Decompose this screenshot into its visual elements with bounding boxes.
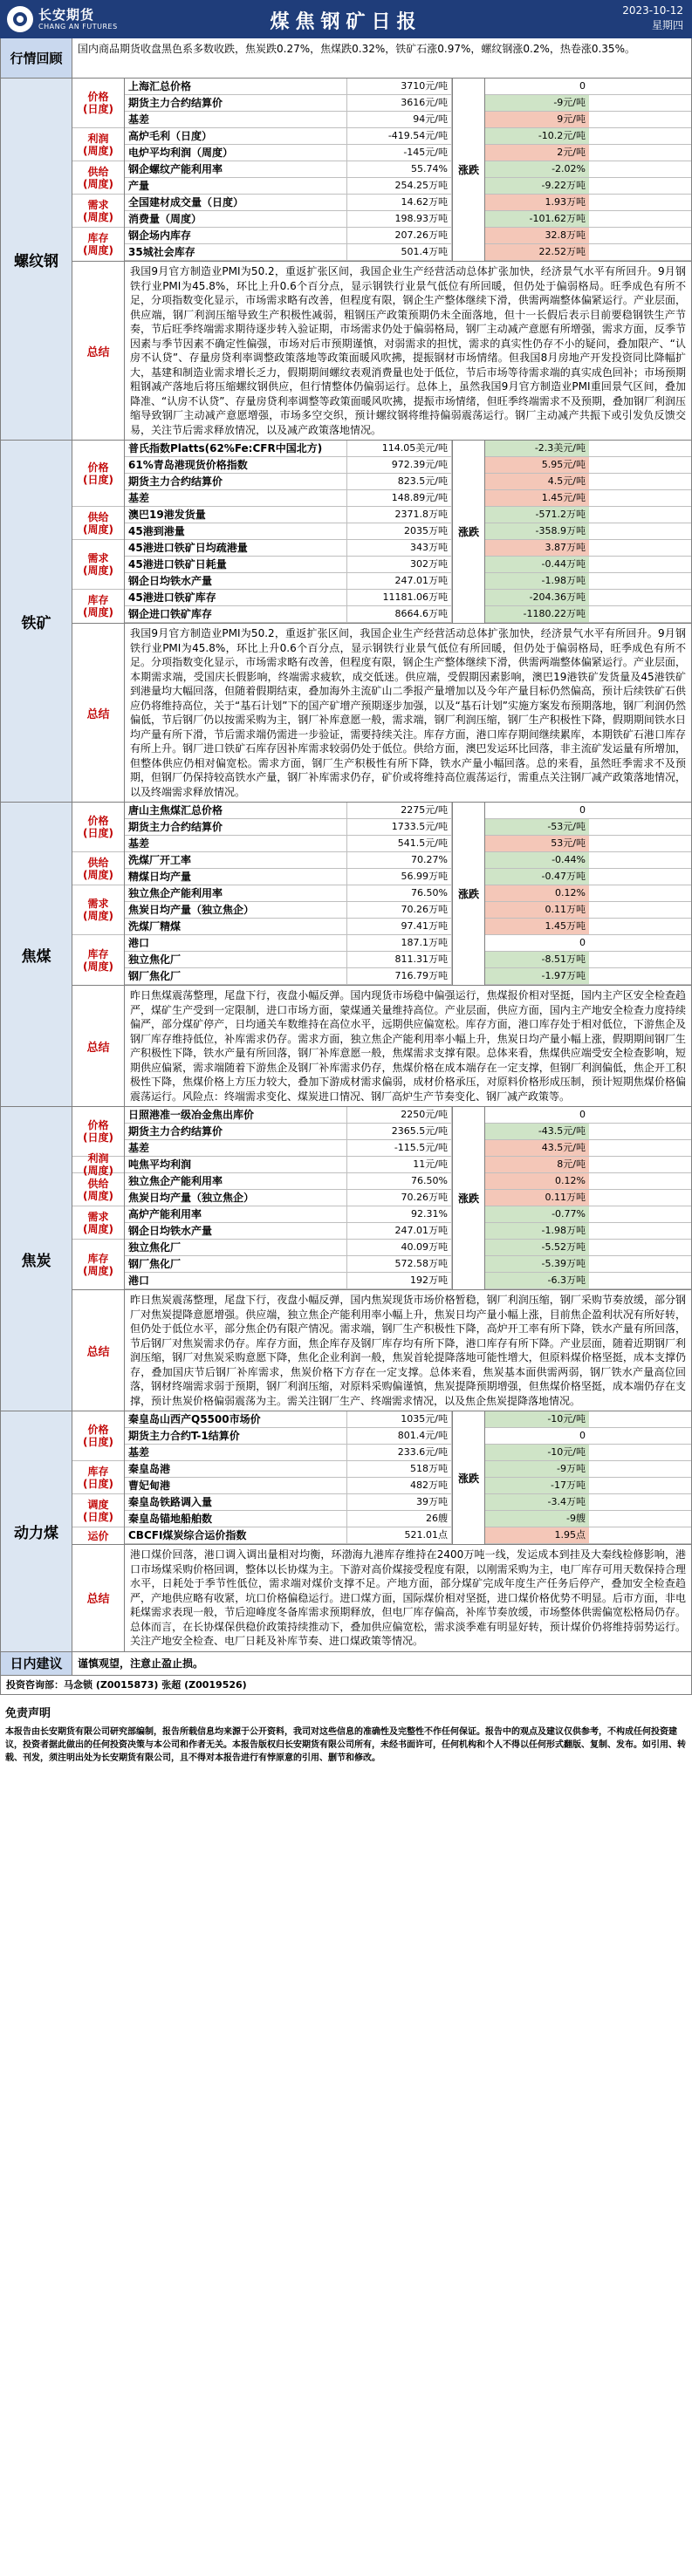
indicator-row xyxy=(125,1206,691,1223)
indicator-name: 钢企日均铁水产量 xyxy=(125,573,347,589)
indicator-value: 26艘 xyxy=(347,1511,452,1527)
category-label: 价格 (日度) xyxy=(72,79,124,128)
report-header xyxy=(0,0,692,38)
category-column xyxy=(72,441,125,623)
indicator-value: 11181.06万吨 xyxy=(347,590,452,605)
indicator-row xyxy=(125,952,691,968)
indicator-name: 秦皇岛铁路调入量 xyxy=(125,1494,347,1510)
indicator-change: -2.3美元/吨 xyxy=(485,441,589,456)
advisor-line: 投资咨询部：马念锁 (Z0015873) 张超 (Z0019526) xyxy=(0,1676,692,1695)
summary-label: 总结 xyxy=(72,1545,125,1651)
report-weekday: 星期四 xyxy=(651,19,683,31)
indicator-change: 0 xyxy=(485,803,589,818)
category-label: 利润 (周度) xyxy=(72,1157,124,1173)
indicator-row xyxy=(125,1461,691,1478)
indicator-name: 基差 xyxy=(125,1140,347,1156)
indicator-name: 高炉产能利用率 xyxy=(125,1206,347,1222)
indicator-row xyxy=(125,573,691,590)
indicator-change: 4.5元/吨 xyxy=(485,474,589,489)
indicator-value: 97.41万吨 xyxy=(347,919,452,934)
indicator-change: -358.9万吨 xyxy=(485,523,589,539)
indicator-change: 9元/吨 xyxy=(485,112,589,127)
change-column-header: 涨跌 xyxy=(452,441,485,623)
indicator-change: 0 xyxy=(485,1428,589,1444)
change-column-header: 涨跌 xyxy=(452,1107,485,1289)
indicator-value: 76.50% xyxy=(347,885,452,901)
disclaimer-title: 免责声明 xyxy=(5,1706,51,1720)
indicator-value: 247.01万吨 xyxy=(347,573,452,589)
indicator-value: 70.26万吨 xyxy=(347,902,452,918)
indicator-change: -0.47万吨 xyxy=(485,869,589,885)
indicator-change: 0 xyxy=(485,935,589,951)
category-label: 供给 (周度) xyxy=(72,852,124,885)
indicator-name: 焦炭日均产量（独立焦企） xyxy=(125,1190,347,1206)
summary-text: 昨日焦炭震荡整理，尾盘下行，夜盘小幅反弹，国内焦炭现货市场价格暂稳，钢厂利润压缩，钢厂采购节奏放缓，部分钢厂对焦炭提降意愿增强。供应端，独立焦企产能利用率小幅上升，焦炭日均产量小幅上涨，目前焦企盈利状况有所好转，但仍处于低位水平，部分焦企仍有限产情况。需求端，钢厂生产积极性下降，高炉开工率有所下降，铁水产量有所回落，节后钢厂对焦炭需求仍存。库存方面，焦企库存及钢厂库存均有所下降，港口库存有所下降。产业层面，随着近期钢厂利润压缩，钢厂对焦炭采购意愿下降，焦化企业利润一般，焦炭首轮提降落地可能性增大，但原料煤价格坚挺，成本支撑仍存，叠加国庆节后钢厂补库需求，焦炭价格下方存在一定支撑。总体来看，焦炭基本面供需两弱，钢厂铁水产量高位回落，钢材终端需求弱于预期，钢厂利润压缩，对原料采购偏谨慎，焦炭提降预期增强，但焦煤价格坚挺，成本端仍存在支撑，预计焦炭价格偏弱震荡为主。需关注钢厂生产、终端需求情况，以及焦企焦炭提降落地情况。 xyxy=(130,1294,686,1407)
indicator-value: 518万吨 xyxy=(347,1461,452,1477)
section-3 xyxy=(0,1107,692,1411)
report-date xyxy=(622,3,683,33)
market-review-label: 行情回顾 xyxy=(1,38,72,78)
indicator-row xyxy=(125,178,691,195)
section-summary xyxy=(72,986,691,1106)
summary-text: 港口煤价回落，港口调入调出量相对均衡，环渤海九港库存维持在2400万吨一线，发运成本到挂及大秦线检修影响，港口市场煤采购价格回调，整体以长协煤为主。下游对高价煤接受程度有限，以刚需采购为主，电厂库存可用天数保持合理水平，日耗处于季节性低位，需求端对煤价支撑不足。产地方面，部分煤矿完成年度生产任务后停产，叠加安全检查趋严，产地供应略有收紧，坑口价格偏稳运行。进口煤方面，国际煤价相对坚挺，进口煤价格优势不明显。后市方面，非电耗煤需求表现一般，节后迎峰度冬备库需求预期释放，但电厂库存偏高，补库节奏放缓，市场整体供需偏宽松格局仍存。总体而言，在长协煤保供稳价政策持续推动下，叠加供应偏宽松，需求淡季难有明显好转，预计煤价仍将维持弱势运行。关注产地安全检查、电厂日耗及补库节奏、进口煤政策等情况。 xyxy=(130,1548,686,1647)
indicator-change: 1.95点 xyxy=(485,1527,589,1543)
indicator-value: 76.50% xyxy=(347,1173,452,1189)
indicator-value: 2365.5元/吨 xyxy=(347,1124,452,1139)
indicator-name: 钢厂焦化厂 xyxy=(125,968,347,984)
indicator-change: -101.62万吨 xyxy=(485,211,589,227)
indicator-change: -1.97万吨 xyxy=(485,968,589,984)
indicator-value: 233.6元/吨 xyxy=(347,1445,452,1460)
indicator-value: 2371.8万吨 xyxy=(347,507,452,523)
summary-text: 昨日焦煤震荡整理，尾盘下行，夜盘小幅反弹。国内现货市场稳中偏强运行，焦煤报价相对坚挺，国内主产区安全检查趋严，煤矿生产受到一定限制，进口市场方面，蒙煤通关量维持高位。产业层面，供应方面，国内主产地安全检查力度持续偏严，部分煤矿停产，日均通关车数维持在高位水平，远期供应偏宽松。库存方面，港口库存处于相对低位，下游焦企及钢厂库存维持低位，补库需求仍存。需求方面，独立焦企产能利用率小幅上升，焦炭日均产量小幅上涨，假期期间钢厂生产积极性下降，铁水产量有所回落，钢厂补库意愿一般，焦煤需求支撑有限。总体来看，焦煤供应端受安全检查影响，短期供应偏紧，需求端随着下游焦企及钢厂补库需求仍存，焦煤价格在成本端存在一定支撑，但钢厂利润偏低，焦企开工积极性下降，焦煤价格上方压力较大，叠加下游成材需求偏弱，成材价格承压，对原料价格形成压制，预计短期焦煤价格偏震荡运行。风险点：终端需求变化、煤炭进口情况、钢厂高炉生产节奏变化、钢厂减产政策等。 xyxy=(130,989,686,1103)
indicator-name: 期货主力合约结算价 xyxy=(125,95,347,111)
indicator-row xyxy=(125,195,691,211)
change-column-header: 涨跌 xyxy=(452,1411,485,1544)
category-label: 库存 (周度) xyxy=(83,594,113,618)
indicator-change: -9万吨 xyxy=(485,1461,589,1477)
indicator-name: 钢厂焦化厂 xyxy=(125,1256,347,1272)
indicator-value: 541.5元/吨 xyxy=(347,836,452,851)
indicator-value: 972.39元/吨 xyxy=(347,457,452,473)
section-body xyxy=(72,1107,691,1411)
summary-label: 总结 xyxy=(72,1290,125,1411)
category-label: 需求 (周度) xyxy=(72,195,124,228)
indicator-name: 上海汇总价格 xyxy=(125,79,347,94)
indicator-value: 11元/吨 xyxy=(347,1157,452,1172)
indicator-value: 94元/吨 xyxy=(347,112,452,127)
commodity-sections xyxy=(0,79,692,1652)
indicator-name: 港口 xyxy=(125,935,347,951)
indicator-row xyxy=(125,919,691,935)
indicator-row xyxy=(125,1157,691,1173)
indicator-rows xyxy=(125,1107,691,1289)
indicator-row xyxy=(125,1124,691,1140)
category-column xyxy=(72,1411,125,1544)
indicator-row xyxy=(125,211,691,228)
indicator-value: 2035万吨 xyxy=(347,523,452,539)
indicator-name: 电炉平均利润（周度） xyxy=(125,145,347,161)
indicator-rows xyxy=(125,441,691,623)
indicator-name: 日照港准一级冶金焦出库价 xyxy=(125,1107,347,1123)
indicator-row xyxy=(125,228,691,244)
indicator-row xyxy=(125,869,691,885)
indicator-change: -9艘 xyxy=(485,1511,589,1527)
indicator-change: -0.77% xyxy=(485,1206,589,1222)
indicator-change: 32.8万吨 xyxy=(485,228,589,243)
category-column xyxy=(72,803,125,985)
indicator-row xyxy=(125,540,691,557)
indicator-row xyxy=(125,1445,691,1461)
section-name: 螺纹钢 xyxy=(1,79,72,440)
indicator-change: 0 xyxy=(485,1107,589,1123)
indicator-row xyxy=(125,523,691,540)
section-name: 焦煤 xyxy=(1,803,72,1106)
indicator-change: -3.4万吨 xyxy=(485,1494,589,1510)
report-title: 煤焦钢矿日报 xyxy=(270,11,422,33)
indicator-name: 钢企场内库存 xyxy=(125,228,347,243)
indicator-row xyxy=(125,1223,691,1240)
indicator-change: -1.98万吨 xyxy=(485,1223,589,1239)
market-review xyxy=(0,38,692,79)
indicator-change: -53元/吨 xyxy=(485,819,589,835)
category-label: 库存 (周度) xyxy=(83,947,113,973)
indicator-value: 3710元/吨 xyxy=(347,79,452,94)
section-name: 动力煤 xyxy=(1,1411,72,1651)
indicator-row xyxy=(125,1428,691,1445)
category-label: 价格 (日度) xyxy=(72,1411,124,1461)
indicator-name: 钢企螺纹产能利用率 xyxy=(125,161,347,177)
indicator-change: -10.2元/吨 xyxy=(485,128,589,144)
indicator-row xyxy=(125,457,691,474)
indicator-value: 2275元/吨 xyxy=(347,803,452,818)
indicator-change: -1.98万吨 xyxy=(485,573,589,589)
indicator-row xyxy=(125,441,691,457)
indicator-change: -204.36万吨 xyxy=(485,590,589,605)
indicator-value: 39万吨 xyxy=(347,1494,452,1510)
indicator-value: 3616元/吨 xyxy=(347,95,452,111)
indicator-value: 148.89元/吨 xyxy=(347,490,452,506)
indicator-value: 192万吨 xyxy=(347,1273,452,1288)
indicator-value: 8664.6万吨 xyxy=(347,606,452,622)
indicator-row xyxy=(125,1273,691,1289)
indicator-change: 0.11万吨 xyxy=(485,902,589,918)
indicator-change: -10元/吨 xyxy=(485,1445,589,1460)
brand-name-en: CHANG AN FUTURES xyxy=(38,23,118,31)
indicator-value: 114.05美元/吨 xyxy=(347,441,452,456)
indicator-name: 基差 xyxy=(125,490,347,506)
indicator-value: -145元/吨 xyxy=(347,145,452,161)
indicator-change: 1.45元/吨 xyxy=(485,490,589,506)
indicator-change: -6.3万吨 xyxy=(485,1273,589,1288)
indicator-name: 洗煤厂开工率 xyxy=(125,852,347,868)
indicator-change: 0.12% xyxy=(485,1173,589,1189)
indicator-table xyxy=(72,1107,691,1290)
indicator-row xyxy=(125,1256,691,1273)
section-body xyxy=(72,441,691,802)
change-column-header: 涨跌 xyxy=(452,803,485,985)
indicator-table xyxy=(72,1411,691,1545)
indicator-name: 港口 xyxy=(125,1273,347,1288)
section-summary xyxy=(72,624,691,802)
indicator-change: 0.12% xyxy=(485,885,589,901)
indicator-table xyxy=(72,79,691,262)
indicator-change: -5.39万吨 xyxy=(485,1256,589,1272)
summary-label: 总结 xyxy=(72,986,125,1106)
section-2 xyxy=(0,803,692,1107)
indicator-value: 247.01万吨 xyxy=(347,1223,452,1239)
indicator-name: 期货主力合约结算价 xyxy=(125,474,347,489)
indicator-change: 53元/吨 xyxy=(485,836,589,851)
section-4 xyxy=(0,1411,692,1652)
indicator-row xyxy=(125,902,691,919)
indicator-value: 92.31% xyxy=(347,1206,452,1222)
indicator-row xyxy=(125,1527,691,1544)
indicator-row xyxy=(125,803,691,819)
indicator-name: 基差 xyxy=(125,112,347,127)
disclaimer-text: 本报告由长安期货有限公司研究部编制，报告所载信息均来源于公开资料，我司对这些信息的准确性及完整性不作任何保证。报告中的观点及建议仅供参考，不构成任何投资建议，投资者据此做出的任何投资决策与本公司和作者无关。本报告版权归长安期货有限公司所有，未经书面许可，任何机构和个人不得以任何形式翻版、复制、发布。如引用、转载、刊发，须注明出处为长安期货有限公司，且不得对本报告进行有悖原意的引用、删节和修改。 xyxy=(5,1726,686,1763)
indicator-value: 187.1万吨 xyxy=(347,935,452,951)
indicator-name: 产量 xyxy=(125,178,347,194)
summary-text: 我国9月官方制造业PMI为50.2，重返扩张区间，我国企业生产经营活动总体扩张加快，经济景气水平有所回升。9月钢铁行业PMI为45.8%，环比上升0.6个百分点，显示钢铁行业景气低位有所回暖，但仍处于偏弱格局，旺季成色有所不足。分项指数变化显示，市场需求略有改善，但程度有限，钢企生产整体继续下滑，供需两端整体偏紧运行。产业层面，本期需求端，受国庆长假影响，终端需求疲软，成交低迷。供应端，受假期因素影响，澳巴19港铁矿发货量及45港铁矿到港量均大幅回落，但随着假期结束，叠加海外主流矿山二季报产量增加以及今年产量目标仍然偏高，预计后续铁矿石供应仍将维持高位，关于“基石计划”下的国产矿增产预期逐步加强，以及“基石计划”实施方案发布预期落地，钢厂利润仍然偏低，节后钢厂仍以按需采购为主，钢厂补库意愿一般，需求端，钢厂利润压缩，钢厂生产积极性下降，假期期间铁水日均产量有所下滑，节后需求端仍需进一步验证，需要持续关注。库存方面，港口库存期间继续累库，本期铁矿石港口库存有所上升。钢厂进口铁矿石库存因补库需求较弱仍处于低位。供给方面，澳巴发运环比回落，非主流矿发运量有所增加，但整体供应仍相对偏宽松。需求方面，钢厂生产积极性有所下降，铁水产量小幅回落。总的来看，虽然旺季需求不及预期，但钢厂仍保持较高铁水产量，钢厂补库需求仍存，矿价或将维持高位震荡运行，需重点关注钢厂减产政策落地情况，以及终端需求释放情况。 xyxy=(130,627,686,798)
indicator-row xyxy=(125,1240,691,1256)
indicator-value: 501.4万吨 xyxy=(347,244,452,260)
indicator-name: 秦皇岛锚地船舶数 xyxy=(125,1511,347,1527)
indicator-value: 254.25万吨 xyxy=(347,178,452,194)
indicator-value: 2250元/吨 xyxy=(347,1107,452,1123)
category-label: 价格 (日度) xyxy=(72,441,124,507)
indicator-row xyxy=(125,507,691,523)
indicator-change: -9.22万吨 xyxy=(485,178,589,194)
category-label: 供给 (周度) xyxy=(72,1173,124,1206)
indicator-change: -9元/吨 xyxy=(485,95,589,111)
indicator-name: 洗煤厂精煤 xyxy=(125,919,347,934)
category-label: 利润 (周度) xyxy=(72,128,124,161)
indicator-name: 唐山主焦煤汇总价格 xyxy=(125,803,347,818)
indicator-row xyxy=(125,1190,691,1206)
indicator-value: 70.27% xyxy=(347,852,452,868)
section-body xyxy=(72,1411,691,1651)
section-summary xyxy=(72,1545,691,1651)
indicator-change: -5.52万吨 xyxy=(485,1240,589,1255)
indicator-name: CBCFI煤炭综合运价指数 xyxy=(125,1527,347,1543)
indicator-row xyxy=(125,1511,691,1527)
market-review-text: 国内商品期货收盘黑色系多数收跌，焦炭跌0.27%，焦煤跌0.32%，铁矿石涨0.97%，螺纹钢涨0.2%，热卷涨0.35%。 xyxy=(78,43,635,55)
indicator-value: 823.5元/吨 xyxy=(347,474,452,489)
indicator-rows xyxy=(125,79,691,261)
indicator-name: 秦皇岛山西产Q5500市场价 xyxy=(125,1411,347,1427)
indicator-change: -2.02% xyxy=(485,161,589,177)
category-label: 需求 (周度) xyxy=(72,540,124,590)
indicator-row xyxy=(125,968,691,985)
category-label: 价格 (日度) xyxy=(72,803,124,852)
indicator-value: 207.26万吨 xyxy=(347,228,452,243)
indicator-rows xyxy=(125,1411,691,1544)
indicator-row xyxy=(125,557,691,573)
indicator-change: -0.44万吨 xyxy=(485,557,589,572)
indicator-name: 曹妃甸港 xyxy=(125,1478,347,1493)
indicator-row xyxy=(125,79,691,95)
indicator-name: 45港进口铁矿日耗量 xyxy=(125,557,347,572)
indicator-row xyxy=(125,244,691,261)
indicator-change: 5.95元/吨 xyxy=(485,457,589,473)
intraday-suggestion xyxy=(0,1652,692,1676)
section-summary xyxy=(72,1290,691,1411)
suggestion-text: 谨慎观望，注意止盈止损。 xyxy=(78,1657,204,1670)
section-body xyxy=(72,79,691,440)
indicator-name: 期货主力合约T-1结算价 xyxy=(125,1428,347,1444)
indicator-value: 1733.5元/吨 xyxy=(347,819,452,835)
indicator-change: -0.44% xyxy=(485,852,589,868)
indicator-name: 45港到港量 xyxy=(125,523,347,539)
indicator-value: 70.26万吨 xyxy=(347,1190,452,1206)
indicator-table xyxy=(72,441,691,624)
indicator-change: -571.2万吨 xyxy=(485,507,589,523)
indicator-change: 3.87万吨 xyxy=(485,540,589,556)
indicator-change: 22.52万吨 xyxy=(485,244,589,260)
category-label: 需求 (周度) xyxy=(72,885,124,935)
indicator-value: 56.99万吨 xyxy=(347,869,452,885)
category-label: 库存 (周度) xyxy=(83,1252,113,1277)
indicator-value: 716.79万吨 xyxy=(347,968,452,984)
indicator-name: 普氏指数Platts(62%Fe:CFR中国北方) xyxy=(125,441,347,456)
indicator-change: 8元/吨 xyxy=(485,1157,589,1172)
indicator-row xyxy=(125,1140,691,1157)
indicator-change: -1180.22万吨 xyxy=(485,606,589,622)
indicator-name: 钢企日均铁水产量 xyxy=(125,1223,347,1239)
indicator-row xyxy=(125,852,691,869)
section-name: 铁矿 xyxy=(1,441,72,802)
indicator-change: 2元/吨 xyxy=(485,145,589,161)
indicator-change: -17万吨 xyxy=(485,1478,589,1493)
indicator-change: 0 xyxy=(485,79,589,94)
category-label: 调度 (日度) xyxy=(72,1494,124,1527)
section-1 xyxy=(0,441,692,803)
summary-label: 总结 xyxy=(72,262,125,440)
indicator-value: 343万吨 xyxy=(347,540,452,556)
indicator-name: 精煤日均产量 xyxy=(125,869,347,885)
indicator-row xyxy=(125,885,691,902)
indicator-change: -43.5元/吨 xyxy=(485,1124,589,1139)
summary-label: 总结 xyxy=(72,624,125,802)
indicator-value: 801.4元/吨 xyxy=(347,1428,452,1444)
indicator-row xyxy=(125,1478,691,1494)
indicator-name: 基差 xyxy=(125,836,347,851)
indicator-row xyxy=(125,161,691,178)
indicator-name: 45港进口铁矿库存 xyxy=(125,590,347,605)
indicator-value: 14.62万吨 xyxy=(347,195,452,210)
indicator-change: -8.51万吨 xyxy=(485,952,589,967)
indicator-row xyxy=(125,112,691,128)
category-label: 库存 (日度) xyxy=(72,1461,124,1494)
indicator-name: 61%青岛港现货价格指数 xyxy=(125,457,347,473)
indicator-value: 572.58万吨 xyxy=(347,1256,452,1272)
indicator-name: 消费量（周度） xyxy=(125,211,347,227)
indicator-name: 期货主力合约结算价 xyxy=(125,1124,347,1139)
indicator-value: 482万吨 xyxy=(347,1478,452,1493)
section-0 xyxy=(0,79,692,441)
indicator-row xyxy=(125,590,691,606)
indicator-name: 独立焦化厂 xyxy=(125,1240,347,1255)
indicator-value: -419.54元/吨 xyxy=(347,128,452,144)
indicator-row xyxy=(125,1107,691,1124)
indicator-value: 40.09万吨 xyxy=(347,1240,452,1255)
category-label: 供给 (周度) xyxy=(72,507,124,540)
category-column xyxy=(72,1107,125,1289)
indicator-value: -115.5元/吨 xyxy=(347,1140,452,1156)
indicator-name: 独立焦企产能利用率 xyxy=(125,1173,347,1189)
indicator-value: 521.01点 xyxy=(347,1527,452,1543)
indicator-row xyxy=(125,474,691,490)
indicator-row xyxy=(125,95,691,112)
indicator-name: 秦皇岛港 xyxy=(125,1461,347,1477)
category-label: 供给 (周度) xyxy=(72,161,124,195)
category-label: 价格 (日度) xyxy=(72,1107,124,1157)
indicator-value: 302万吨 xyxy=(347,557,452,572)
category-column xyxy=(72,79,125,261)
indicator-name: 钢企进口铁矿库存 xyxy=(125,606,347,622)
category-label: 需求 (周度) xyxy=(72,1206,124,1240)
indicator-row xyxy=(125,819,691,836)
indicator-change: 1.45万吨 xyxy=(485,919,589,934)
section-body xyxy=(72,803,691,1106)
indicator-value: 198.93万吨 xyxy=(347,211,452,227)
indicator-name: 吨焦平均利润 xyxy=(125,1157,347,1172)
indicator-name: 高炉毛利（日度） xyxy=(125,128,347,144)
indicator-value: 55.74% xyxy=(347,161,452,177)
brand-name-cn: 长安期货 xyxy=(38,7,95,23)
indicator-name: 45港进口铁矿日均疏港量 xyxy=(125,540,347,556)
indicator-value: 1035元/吨 xyxy=(347,1411,452,1427)
indicator-change: 43.5元/吨 xyxy=(485,1140,589,1156)
indicator-name: 基差 xyxy=(125,1445,347,1460)
indicator-name: 独立焦化厂 xyxy=(125,952,347,967)
indicator-row xyxy=(125,935,691,952)
indicator-row xyxy=(125,145,691,161)
indicator-row xyxy=(125,128,691,145)
disclaimer xyxy=(0,1695,692,1765)
indicator-row xyxy=(125,1411,691,1428)
indicator-row xyxy=(125,1494,691,1511)
indicator-rows xyxy=(125,803,691,985)
indicator-value: 811.31万吨 xyxy=(347,952,452,967)
category-label: 库存 (周度) xyxy=(83,232,113,256)
indicator-row xyxy=(125,1173,691,1190)
indicator-change: 1.93万吨 xyxy=(485,195,589,210)
indicator-change: 0.11万吨 xyxy=(485,1190,589,1206)
indicator-name: 全国建材成交量（日度） xyxy=(125,195,347,210)
report-date-value: 2023-10-12 xyxy=(622,4,683,17)
indicator-row xyxy=(125,490,691,507)
category-label: 运价 xyxy=(87,1529,109,1542)
section-name: 焦炭 xyxy=(1,1107,72,1411)
indicator-table xyxy=(72,803,691,986)
indicator-name: 期货主力合约结算价 xyxy=(125,819,347,835)
indicator-name: 35城社会库存 xyxy=(125,244,347,260)
indicator-name: 澳巴19港发货量 xyxy=(125,507,347,523)
summary-text: 我国9月官方制造业PMI为50.2，重返扩张区间，我国企业生产经营活动总体扩张加快，经济景气水平有所回升。9月钢铁行业PMI为45.8%，环比上升0.6个百分点，显示钢铁行业景气低位有所回暖，但仍处于偏弱格局。旺季成色有所不足，分项指数变化显示，市场需求略有改善，但程度有限，钢企生产整体继续下滑，供需两端整体偏紧运行。产业层面，供应端，钢厂利润压缩导致生产积极性减弱，粗钢压产政策预期仍未全面落地，但十一长假后表示目前要稳钢铁生产节奏，节后旺季终端需求期待逐步转入验证期，市场需求仍处于偏弱格局，钢厂主动减产意愿有所增强，需求方面，反季节因素与季节因素不确定性偏强，市场对后市预期谨慎，对弱需求的担忧，需求的真实性仍存不小的疑问，叠加限产、“认房不认贷”、存量房贷利率调整政策落地等政策面暖风吹拂，提振钢材市场情绪。但我国8月房地产开发投资同比降幅扩大，基建和制造业需求增长乏力，假期期间螺纹表观消费量也处于低位，节后市场等待需求端的真实成色回补；市场预期粗钢减产落地后将压缩螺纹钢供应，但行情整体仍偏弱运行。总体上，虽然我国9月官方制造业PMI重回景气区间，叠加降准、“认房不认贷”、存量房贷利率调整等政策面暖风吹拂，提振市场情绪，但旺季终端需求不及预期，叠加钢厂利润压缩导致钢厂主动减产意愿增强，市场多空交织，预计螺纹钢将维持偏弱震荡运行。钢厂主动减产共振下或引发负反馈交易，关注节后需求释放情况，以及减产政策落地情况。 xyxy=(130,265,686,436)
indicator-name: 焦炭日均产量（独立焦企） xyxy=(125,902,347,918)
suggestion-label: 日内建议 xyxy=(1,1652,72,1675)
change-column-header: 涨跌 xyxy=(452,79,485,261)
indicator-row xyxy=(125,836,691,852)
indicator-row xyxy=(125,606,691,623)
indicator-name: 独立焦企产能利用率 xyxy=(125,885,347,901)
indicator-change: -10元/吨 xyxy=(485,1411,589,1427)
section-summary xyxy=(72,262,691,440)
